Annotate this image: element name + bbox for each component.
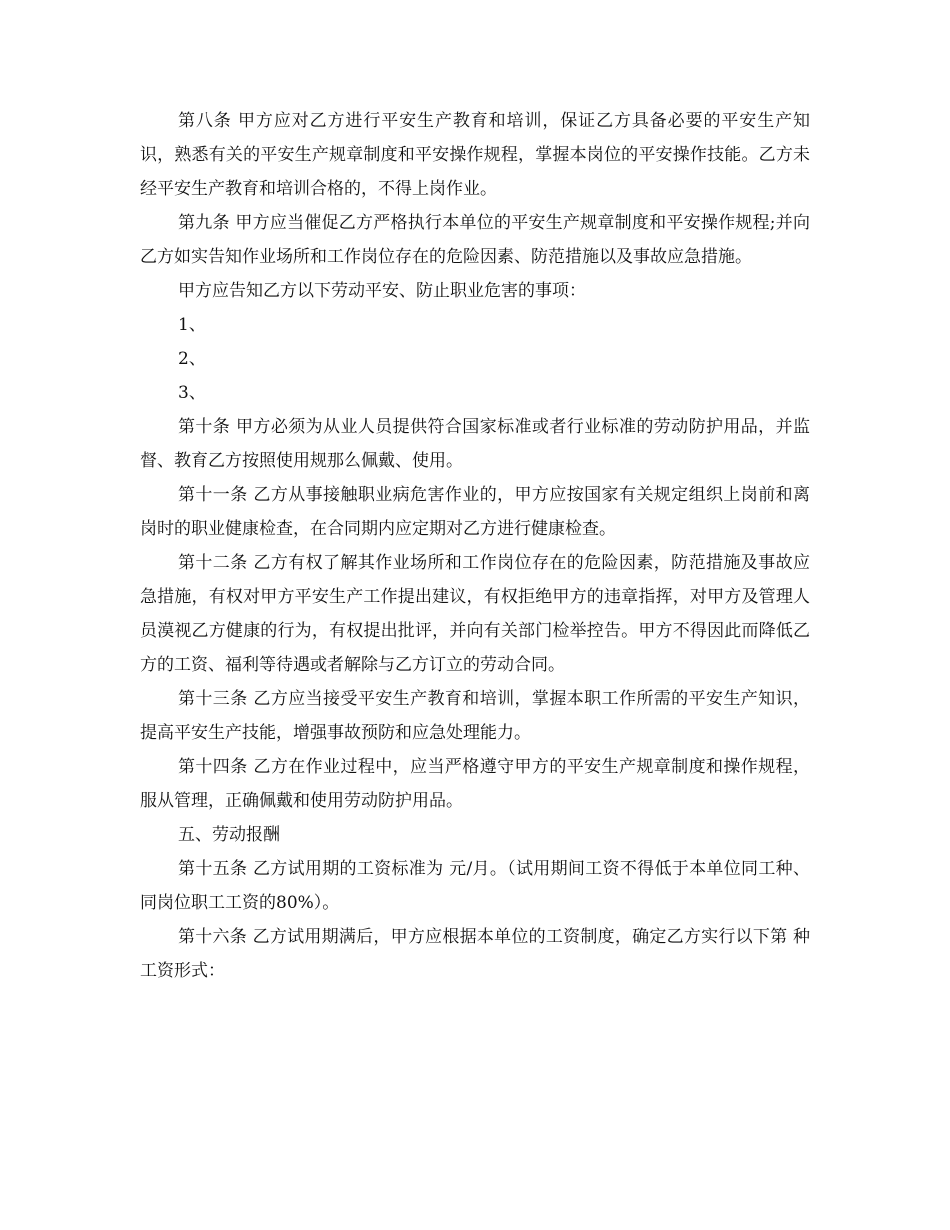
notice-item-2: 2、 [178,349,206,369]
article-16-paragraph: 第十六条 乙方试用期满后，甲方应根据本单位的工资制度，确定乙方实行以下第 种工资形式： [140,927,810,981]
document-body [140,104,810,988]
notice-item-3: 3、 [178,383,206,403]
article-8-paragraph: 第八条 甲方应对乙方进行平安生产教育和培训，保证乙方具备必要的平安生产知识，熟悉有关的平安生产规章制度和平安操作规程，掌握本岗位的平安操作技能。乙方未经平安生产教育和培训合格的，不得上岗作业。 [140,111,810,199]
article-14-paragraph: 第十四条 乙方在作业过程中，应当严格遵守甲方的平安生产规章制度和操作规程，服从管理，正确佩戴和使用劳动防护用品。 [140,757,810,811]
article-13-paragraph: 第十三条 乙方应当接受平安生产教育和培训，掌握本职工作所需的平安生产知识，提高平安生产技能，增强事故预防和应急处理能力。 [140,689,810,743]
article-15-paragraph: 第十五条 乙方试用期的工资标准为 元/月。（试用期间工资不得低于本单位同工种、同岗位职工工资的80%）。 [140,859,810,913]
section-5-heading: 五、劳动报酬 [178,825,280,845]
article-12-paragraph: 第十二条 乙方有权了解其作业场所和工作岗位存在的危险因素，防范措施及事故应急措施，有权对甲方平安生产工作提出建议，有权拒绝甲方的违章指挥，对甲方及管理人员漠视乙方健康的行为，有权提出批评，并向有关部门检举控告。甲方不得因此而降低乙方的工资、福利等待遇或者解除与乙方订立的劳动合同。 [140,553,810,675]
notice-item-1: 1、 [178,315,206,335]
article-11-paragraph: 第十一条 乙方从事接触职业病危害作业的，甲方应按国家有关规定组织上岗前和离岗时的职业健康检查，在合同期内应定期对乙方进行健康检查。 [140,485,810,539]
notice-intro-paragraph: 甲方应告知乙方以下劳动平安、防止职业危害的事项： [178,281,586,301]
article-9-paragraph: 第九条 甲方应当催促乙方严格执行本单位的平安生产规章制度和平安操作规程;并向乙方如实告知作业场所和工作岗位存在的危险因素、防范措施以及事故应急措施。 [140,213,810,267]
article-10-paragraph: 第十条 甲方必须为从业人员提供符合国家标准或者行业标准的劳动防护用品，并监督、教育乙方按照使用规那么佩戴、使用。 [140,417,810,471]
